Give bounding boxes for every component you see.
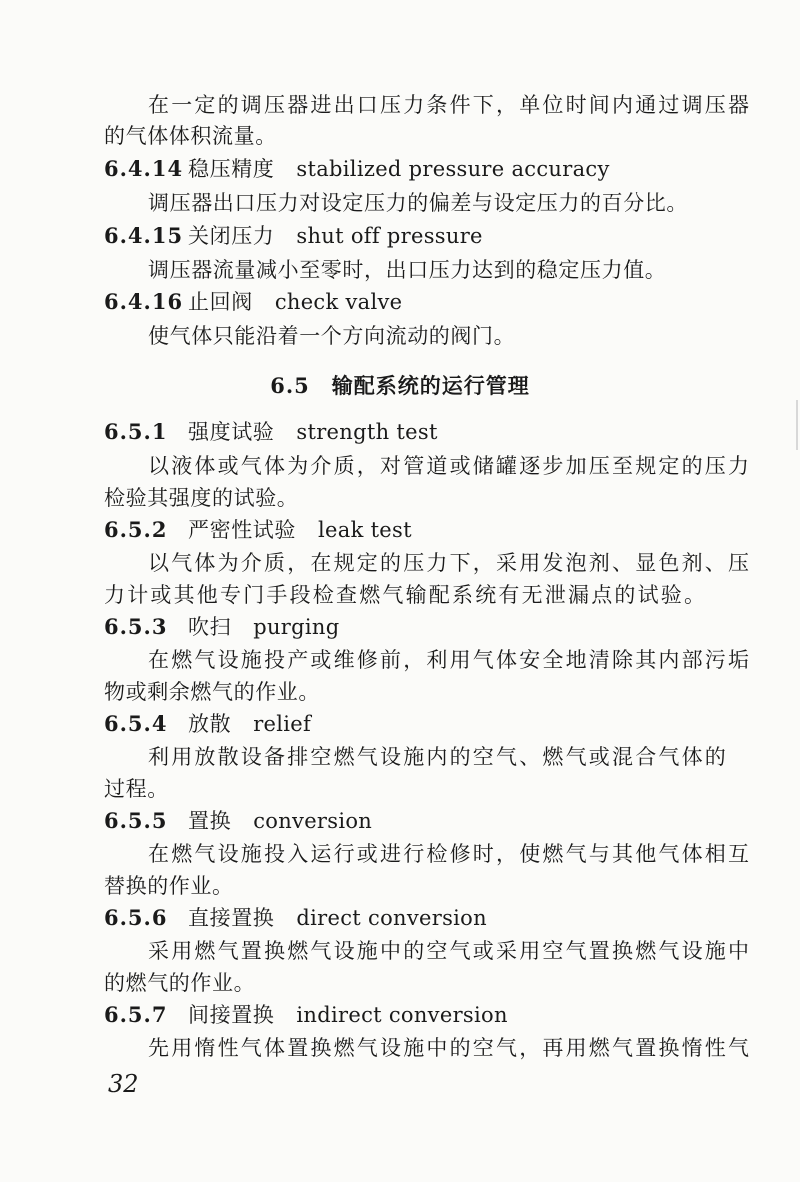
term-number: 6.5.6 [104,905,168,930]
term-number: 6.5.5 [104,808,168,833]
term-definition: 过程。 [104,777,169,801]
term-heading [104,710,311,738]
term-chinese: 关闭压力 [188,224,275,248]
term-heading [104,1001,508,1029]
term-english: strength test [296,420,438,444]
term-heading [104,155,610,183]
term-heading [104,904,487,932]
term-definition: 物或剩余燃气的作业。 [104,680,320,704]
term-definition: 先用惰性气体置换燃气设施中的空气，再用燃气置换惰性气 [148,1036,752,1060]
term-definition: 以气体为介质，在规定的压力下，采用发泡剂、显色剂、压 [148,551,752,575]
term-number: 6.5.1 [104,419,168,444]
term-number: 6.5.7 [104,1002,168,1027]
term-english: stabilized pressure accuracy [296,157,610,181]
term-heading [104,288,402,316]
term-definition: 以液体或气体为介质，对管道或储罐逐步加压至规定的压力 [148,454,752,478]
term-definition: 检验其强度的试验。 [104,486,299,510]
term-chinese: 放散 [188,712,232,736]
term-heading [104,516,412,544]
term-heading [104,807,372,835]
term-number: 6.4.16 [104,289,184,314]
term-english: purging [253,615,340,639]
term-definition: 利用放散设备排空燃气设施内的空气、燃气或混合气体的 [148,745,728,769]
term-chinese: 强度试验 [188,420,275,444]
term-number: 6.4.14 [104,156,184,181]
term-english: conversion [253,809,373,833]
term-definition: 采用燃气置换燃气设施中的空气或采用空气置换燃气设施中 [148,939,752,963]
term-chinese: 止回阀 [188,290,253,314]
term-definition: 使气体只能沿着一个方向流动的阀门。 [148,324,516,348]
term-chinese: 直接置换 [188,906,275,930]
intro-line-1: 在一定的调压器进出口压力条件下，单位时间内通过调压器 [148,93,752,117]
term-chinese: 严密性试验 [188,518,296,542]
intro-line-2: 的气体体积流量。 [104,124,277,148]
term-chinese: 稳压精度 [188,157,275,181]
term-chinese: 置换 [188,809,232,833]
term-definition: 在燃气设施投入运行或进行检修时，使燃气与其他气体相互 [148,842,752,866]
term-definition: 在燃气设施投产或维修前，利用气体安全地清除其内部污垢 [148,648,752,672]
term-definition: 替换的作业。 [104,874,234,898]
term-english: leak test [318,518,412,542]
term-definition: 的燃气的作业。 [104,971,256,995]
term-english: indirect conversion [296,1003,508,1027]
term-number: 6.5.3 [104,614,168,639]
term-heading [104,222,483,250]
term-english: check valve [274,290,403,314]
term-definition: 力计或其他专门手段检查燃气输配系统有无泄漏点的试验。 [104,583,708,607]
term-heading [104,418,438,446]
term-chinese: 间接置换 [188,1003,275,1027]
term-english: relief [253,712,312,736]
term-definition: 调压器出口压力对设定压力的偏差与设定压力的百分比。 [148,191,688,215]
term-chinese: 吹扫 [188,615,232,639]
term-number: 6.5.4 [104,711,168,736]
term-english: direct conversion [296,906,487,930]
page-number: 32 [108,1070,139,1098]
term-definition: 调压器流量减小至零时，出口压力达到的稳定压力值。 [148,258,667,282]
section-heading: 6.5 输配系统的运行管理 [270,373,530,398]
term-heading [104,613,339,641]
scan-edge-mark [796,400,798,450]
term-number: 6.5.2 [104,517,168,542]
term-number: 6.4.15 [104,223,184,248]
term-english: shut off pressure [296,224,483,248]
